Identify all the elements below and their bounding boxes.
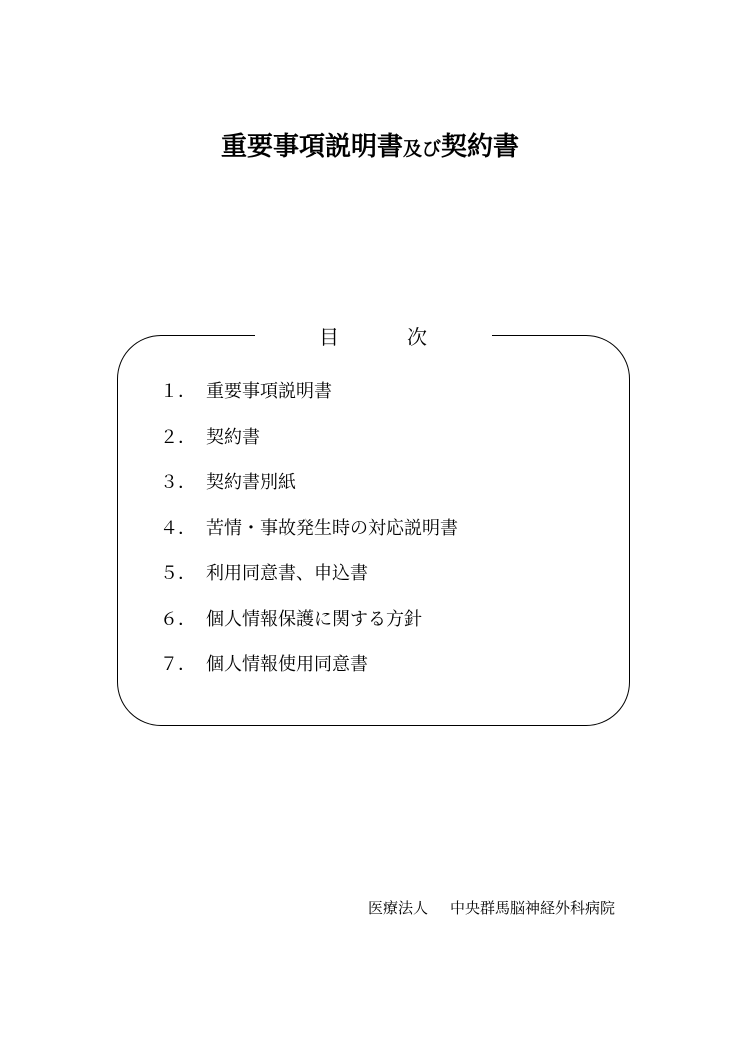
organization-type: 医療法人 (368, 899, 429, 917)
toc-item-number: ５． (160, 563, 196, 584)
toc-item-label: 苦情・事故発生時の対応説明書 (206, 517, 458, 539)
toc-item-6 (160, 605, 458, 651)
toc-item-number: ２． (160, 426, 196, 448)
toc-item-5 (160, 559, 458, 605)
toc-item-1 (160, 377, 458, 423)
toc-item-4 (160, 514, 458, 560)
table-of-contents-heading (255, 320, 492, 354)
toc-item-label: 利用同意書、申込書 (206, 563, 368, 584)
toc-item-number: ６． (160, 608, 196, 630)
toc-item-number: ３． (160, 472, 196, 493)
toc-item-label: 契約書別紙 (206, 472, 296, 493)
document-title (0, 127, 740, 169)
title-conjunction: 及び (402, 138, 441, 160)
toc-item-label: 契約書 (206, 426, 260, 448)
toc-item-number: ４． (160, 517, 196, 539)
toc-item-3 (160, 468, 458, 514)
toc-item-2 (160, 423, 458, 469)
toc-list (160, 377, 458, 696)
issuer-footer (368, 896, 615, 920)
title-main: 重要事項説明書 (220, 132, 403, 162)
toc-item-label: 重要事項説明書 (206, 381, 332, 402)
toc-heading-right: 次 (407, 325, 427, 349)
organization-name: 中央群馬脳神経外科病院 (450, 899, 616, 917)
toc-item-7 (160, 650, 458, 696)
toc-heading-left: 目 (319, 325, 339, 349)
toc-item-number: １． (160, 381, 196, 402)
title-tail: 契約書 (441, 132, 520, 162)
toc-item-label: 個人情報使用同意書 (206, 654, 368, 675)
toc-item-label: 個人情報保護に関する方針 (206, 608, 422, 630)
toc-item-number: ７． (160, 654, 196, 675)
